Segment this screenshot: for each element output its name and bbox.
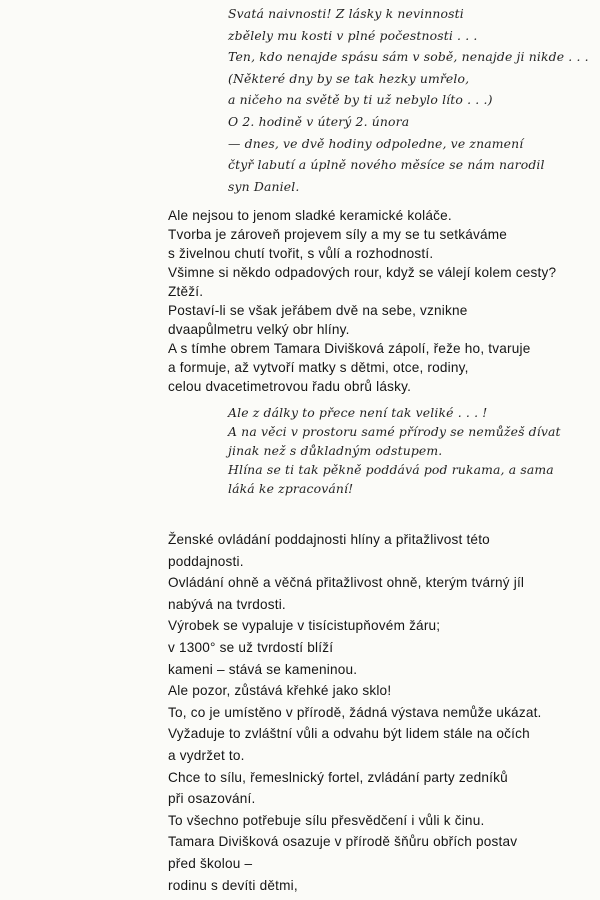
text-line: nabývá na tvrdosti.	[168, 596, 286, 612]
prose-paragraph-1	[168, 206, 556, 396]
text-line: Ženské ovládání poddajnosti hlíny a přitažlivost této	[168, 532, 490, 547]
verse-stanza-1	[228, 3, 589, 197]
text-line: rodinu s devíti dětmi,	[168, 877, 298, 893]
text-line: a ničeho na světě by ti už nebylo líto . . .)	[228, 92, 493, 108]
text-line: Ale nejsou to jenom sladké keramické koláče.	[168, 208, 452, 223]
text-line: Postaví-li se však jeřábem dvě na sebe, vznikne	[168, 303, 468, 318]
text-line: Tamara Divišková osazuje v přírodě šňůru obřích postav	[168, 834, 518, 850]
text-line: čtyř labutí a úplně nového měsíce se nám narodil	[228, 157, 545, 173]
text-line: — dnes, ve dvě hodiny odpoledne, ve znamení	[228, 135, 524, 151]
text-line: Chce to sílu, řemeslnický fortel, zvládání party zedníků	[168, 769, 508, 785]
text-line: Svatá naivnosti! Z lásky k nevinnosti	[228, 6, 464, 21]
text-line: Tvorba je zároveň projevem síly a my se tu setkáváme	[168, 227, 508, 242]
text-line: A s tímhe obrem Tamara Divišková zápolí, řeže ho, tvaruje	[168, 341, 531, 356]
text-line: před školou –	[168, 855, 253, 871]
text-line: Hlína se ti tak pěkně poddává pod rukama, a sama	[228, 462, 554, 477]
text-line: O 2. hodině v úterý 2. února	[228, 113, 410, 129]
text-line: poddajnosti.	[168, 553, 244, 569]
text-line: a formuje, až vytvoří matky s dětmi, otce, rodiny,	[168, 360, 469, 375]
text-line: Ten, kdo nenajde spásu sám v sobě, nenajde ji nikde . . .	[228, 49, 589, 65]
text-line: Ale z dálky to přece není tak veliké . . . !	[228, 405, 488, 420]
text-line: Ztěží.	[168, 284, 204, 299]
text-line: a vydržet to.	[168, 747, 245, 763]
text-line: celou dvacetimetrovou řadu obrů lásky.	[168, 379, 412, 394]
text-line: zbělely mu kosti v plné počestnosti . . .	[228, 27, 478, 43]
text-line: s živelnou chutí tvořit, s vůlí a rozhodností.	[168, 246, 434, 261]
text-line: Všimne si někdo odpadových rour, když se válejí kolem cesty?	[168, 265, 557, 280]
text-line: (Některé dny by se tak hezky umřelo,	[228, 70, 470, 86]
text-line: kameni – stává se kameninou.	[168, 661, 358, 677]
text-line: Ale pozor, zůstává křehké jako sklo!	[168, 683, 392, 699]
text-line: jinak než s důkladným odstupem.	[228, 443, 443, 458]
text-line: syn Daniel.	[228, 178, 300, 194]
text-line: dvaapůlmetru velký obr hlíny.	[168, 322, 350, 337]
text-line: Ovládání ohně a věčná přitažlivost ohně, kterým tvárný jíl	[168, 575, 525, 591]
verse-stanza-2	[228, 403, 561, 498]
text-line: To všechno potřebuje sílu přesvědčení i vůli k činu.	[168, 812, 485, 828]
text-line: v 1300° se už tvrdostí blíží	[168, 639, 334, 655]
prose-paragraph-2	[168, 529, 542, 896]
text-line: Vyžaduje to zvláštní vůli a odvahu být lidem stále na očích	[168, 726, 530, 742]
text-line: při osazování.	[168, 791, 256, 807]
text-line: To, co je umístěno v přírodě, žádná výstava nemůže ukázat.	[168, 704, 542, 720]
text-line: A na věci v prostoru samé přírody se nemůžeš dívat	[228, 424, 561, 439]
text-line: Výrobek se vypaluje v tisícistupňovém žáru;	[168, 618, 441, 634]
text-line: láká ke zpracování!	[228, 481, 354, 496]
